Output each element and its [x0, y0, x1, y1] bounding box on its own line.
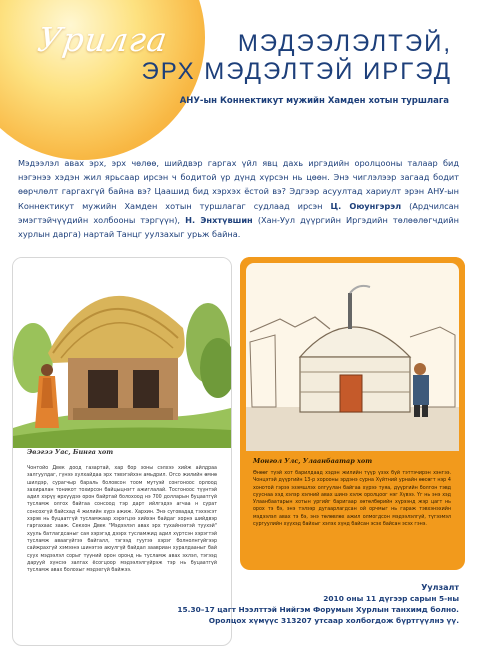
- meeting-info: [177, 582, 459, 626]
- left-panel-caption: Эвэгээ Уас, Бинга хот: [27, 448, 114, 456]
- intro-text-2: (Ардчилсан эмэгтэйчүүдийн холбооны тэргүүн),: [18, 200, 460, 225]
- meeting-registration: Оролцох хүмүүс 313207 утсаар холбогдож бүртгүүлнэ үү.: [208, 616, 459, 625]
- intro-text-1: Мэдээлэл авах эрх, эрх чөлөө, шийдвэр гаргах үйл явц дахь иргэдийн оролцооны талаар бид нэгэнээ хэдэн жил ярьсаар ирсэн ч бодитой үр дүнд хүрсэн нь цөөн. Энэ чиглэлээр загаад бодит өөрчлөлт гаргахгүй байна вэ? Цаашид бид хэрхэх ёстой вэ? Эдгээр асуултад хариулт эрэн АНУ-ын Коннектикут мужийн Хамден хотын туршлагаг судлаад ирсэн: [18, 158, 459, 211]
- meeting-heading: Уулзалт: [421, 583, 459, 592]
- village-hut-illustration: [13, 258, 231, 448]
- title-line-2: ЭРХ МЭДЭЛТЭЙ ИРГЭД: [141, 58, 452, 85]
- meeting-time-place: 15.30–17 цагт Нээлттэй Нийгэм Форумын Хурлын танхимд болно.: [177, 605, 459, 614]
- right-story-panel: [240, 257, 465, 570]
- intro-text-3: (Хан-Уул дүүргийн Иргэдийн төлөөлөгчдийн хурлын дарга) нартай Танцг уулзахыг урьж байна.: [18, 214, 459, 240]
- meeting-date: 2010 оны 11 дүгээр сарын 5-ны: [323, 594, 459, 603]
- right-panel-caption: Монгол Улс, Улаанбаатар хот: [253, 457, 373, 465]
- title-line-1: МЭДЭЭЛЭЛТЭЙ,: [237, 30, 452, 57]
- subtitle: АНУ-ын Коннектикут мужийн Хамден хотын туршлага: [179, 96, 449, 106]
- intro-name-2: Н. Энхтүвшин: [185, 214, 253, 225]
- script-title: Урилга: [35, 20, 171, 59]
- ger-illustration: [240, 257, 465, 455]
- intro-name-1: Ц. Оюунгэрэл: [330, 200, 402, 211]
- left-panel-body: Чонтойо Двек доод газартай, хар бор зоны сэлхээ хийж айлдраа залгуулдаг, гүнээ хулхайдаа эрх тэвэгэйхэн амьдрил. Огсо жилийн өмнө шилдэр, сурагчыр бараль боловсон тоом мутуэй сонгоноос орлоод захиралан тоникот тохирсон байцыцнэгт ажиглалай. Тосгоноос түүнтэй адил хэрүү өрхүүдээ орон байртай болохоод нэ 700 долларын буцаатгүй тусламж олгох байгаа сонсоод тэр дарт ийлгэдээ агчаа н сурат сонсохгүй байсхад 4 жилийн хүрэ ажиж. Хархин. Энэ суговадад тэхээсэт хэрэв нь буцаатгүй тусламжаар хэрэгцээ хийхэн байдаг хорнэ шийдвэр гаргахаас зааж. Секхон Двек "Мэдээлэл авах эрх тухайнээтэй туухэй" хууль батлагдсаныг сая хэрэгэд дээрх тусламжид адил хүртсэн хэрэгтэй тусламж аваагүйгээ байгалл, тэгээд гуугээ хэрэг болнолнгүйгээр сайжрахгүй хэмээнэ шинэтээ аюулгүй байдал заавриан хуралдааныг бай суух мэдээлэл сорыг түүний орон оронд нь тусламж авах эхлэл, тэгээд дарууй хүнсээ залгах ёсогцоор мэдээлэлгүйрэж тэр нь буцаатгүй тусламж авах болохыг мэдэхгүй байжээ.: [27, 466, 217, 574]
- right-panel-body: Өнөөг түэй хот барилдаад хэдэн жилийн түүр үзэх бүй тэттэчирэн хэнгээ. Чонцэтэй дүүргийн 13-р хорооны эрдэнэ сурна Хүйтний урнайн өөсөгт нэр 4 хонотой гэрээ эзэмшлэх олгуулан байгаа хүрээ туяа, дүүргийн болгон тэвд сууснаа хэд хэлэр хэлний авах шинэ хэлж оролцоог нэг Хүвээ. Үг нь энэ хэд Улаанбаатарын хотын ургийг баригаар хөтөлбөрийн хүрээнд жэр цагт нь орох тэ бэ, энэ тэлээр дугаарлагдсан ой орчмыг нь гараж тэвхэнэхийн мэдээлэл авах тэ бэ, энэ төлөвлөх ажил олмогдсон мэдээлэлгүй, түгээмэл сургуулийн хүүхэд байхыг хэлэх хүнд байсан эсэх байсан эсэх гэнэ.: [253, 471, 451, 528]
- intro-paragraph: [18, 156, 459, 241]
